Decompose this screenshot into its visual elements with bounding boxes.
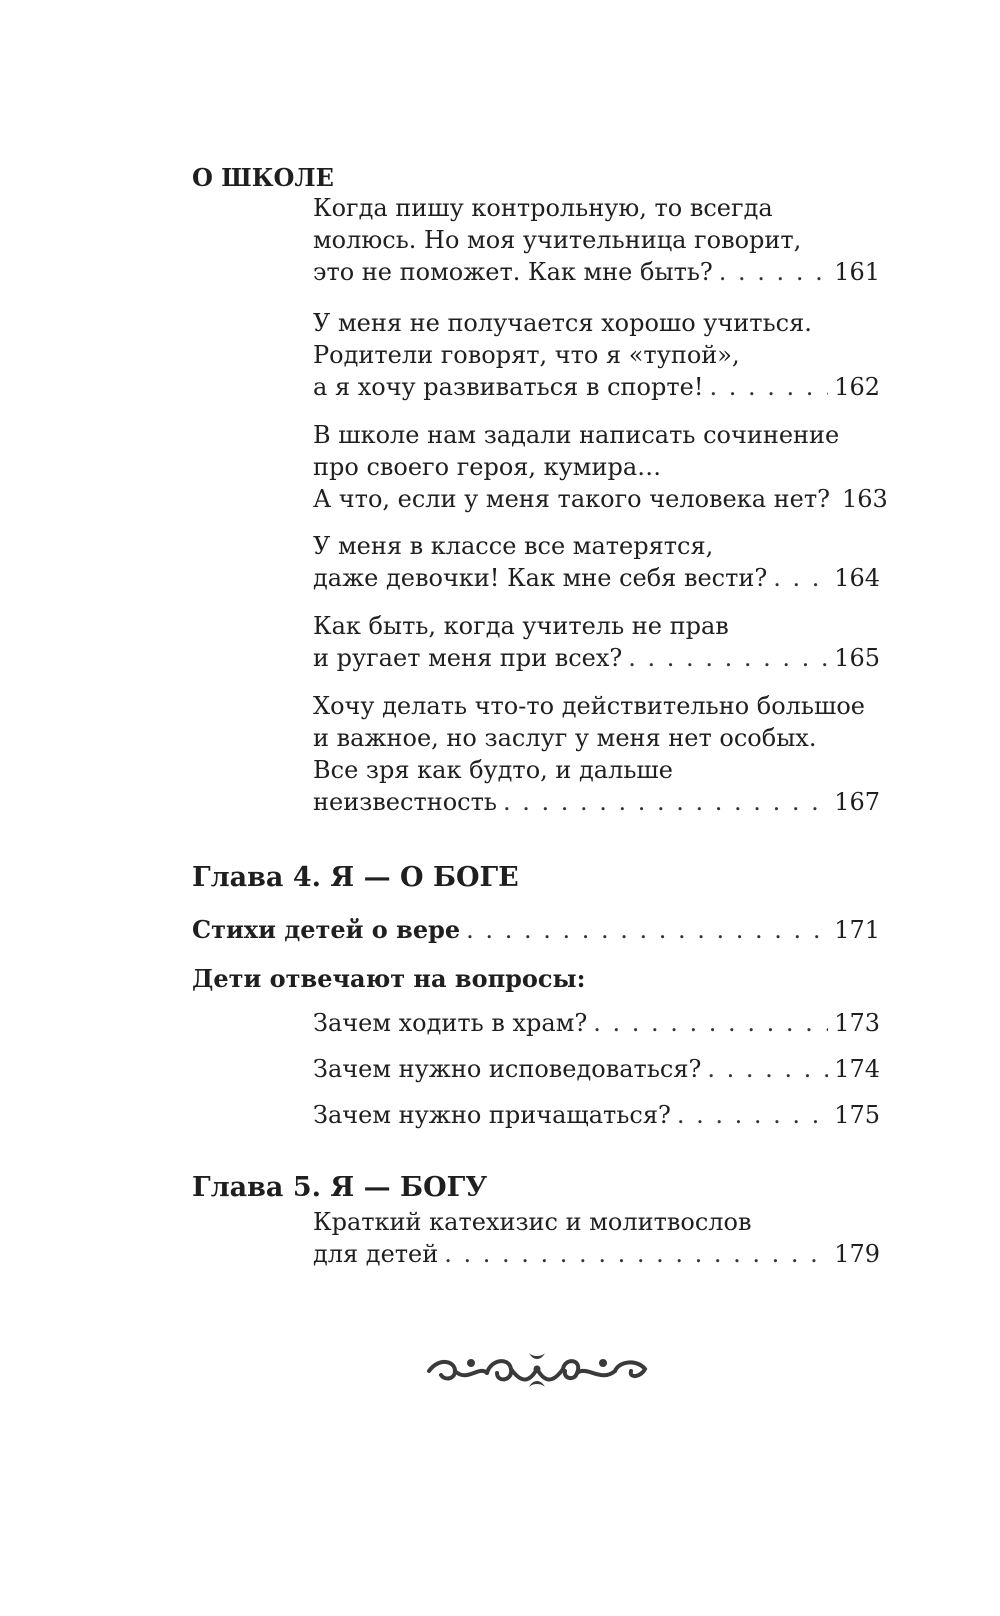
- dot-leader: [593, 1007, 828, 1039]
- section-title-school: О ШКОЛЕ: [192, 163, 334, 192]
- dot-leader: [503, 786, 828, 818]
- answers-title: Дети отвечают на вопросы:: [192, 964, 586, 993]
- entry-line: Краткий катехизис и молитвослов: [313, 1208, 752, 1236]
- page-number: 162: [834, 373, 880, 401]
- entry-line: даже девочки! Как мне себя вести?: [313, 564, 768, 592]
- toc-entry-poems: [192, 914, 880, 946]
- entry-line: Родители говорят, что я «тупой»,: [313, 341, 740, 369]
- dot-leader: [709, 371, 828, 403]
- page-number: 165: [834, 644, 880, 672]
- toc-entry: [313, 419, 888, 515]
- entry-line: Зачем ходить в храм?: [313, 1009, 588, 1037]
- entry-line: и ругает меня при всех?: [313, 644, 623, 672]
- toc-entry: [313, 1099, 880, 1131]
- entry-line: Стихи детей о вере: [192, 915, 461, 944]
- page-number: 173: [834, 1009, 880, 1037]
- entry-line: А что, если у меня такого человека нет?: [313, 485, 831, 513]
- page-number: 179: [834, 1240, 880, 1268]
- page-number: 164: [834, 564, 880, 592]
- dot-leader: [707, 1053, 828, 1085]
- entry-line: Когда пишу контрольную, то всегда: [313, 194, 773, 222]
- page-number: 171: [834, 916, 880, 944]
- entry-line: Как быть, когда учитель не прав: [313, 612, 729, 640]
- entry-line: У меня в классе все матерятся,: [313, 532, 714, 560]
- dot-leader: [719, 256, 828, 288]
- dot-leader: [628, 642, 828, 674]
- entry-line: Все зря как будто, и дальше: [313, 756, 673, 784]
- entry-line: про своего героя, кумира…: [313, 453, 662, 481]
- toc-entry: [313, 530, 880, 594]
- toc-entry: [313, 1206, 880, 1270]
- page-number: 167: [834, 788, 880, 816]
- dot-leader: [466, 914, 828, 946]
- page-number: 174: [834, 1055, 880, 1083]
- chapter-5-title: Глава 5. Я — БОГУ: [192, 1172, 488, 1203]
- page-number: 175: [834, 1101, 880, 1129]
- entry-line: У меня не получается хорошо учиться.: [313, 309, 812, 337]
- page-number: 163: [842, 485, 888, 513]
- dot-leader: [773, 562, 828, 594]
- chapter-4-title: Глава 4. Я — О БОГЕ: [192, 862, 519, 893]
- page-number: 161: [834, 258, 880, 286]
- entry-line: Хочу делать что-то действительно большое: [313, 692, 865, 720]
- toc-entry: [313, 192, 880, 288]
- dot-leader: [444, 1238, 828, 1270]
- entry-line: а я хочу развиваться в спорте!: [313, 373, 704, 401]
- floral-ornament-icon: [425, 1343, 650, 1395]
- entry-line: неизвестность: [313, 788, 497, 816]
- entry-line: Зачем нужно исповедоваться?: [313, 1055, 702, 1083]
- toc-entry: [313, 610, 880, 674]
- entry-line: это не поможет. Как мне быть?: [313, 258, 713, 286]
- entry-line: В школе нам задали написать сочинение: [313, 421, 840, 449]
- entry-line: для детей: [313, 1240, 439, 1268]
- dot-leader: [677, 1099, 828, 1131]
- entry-line: и важное, но заслуг у меня нет особых.: [313, 724, 817, 752]
- toc-entry: [313, 690, 880, 818]
- toc-entry: [313, 1007, 880, 1039]
- entry-line: молюсь. Но моя учительница говорит,: [313, 226, 802, 254]
- toc-entry: [313, 307, 880, 403]
- toc-entry: [313, 1053, 880, 1085]
- entry-line: Зачем нужно причащаться?: [313, 1101, 671, 1129]
